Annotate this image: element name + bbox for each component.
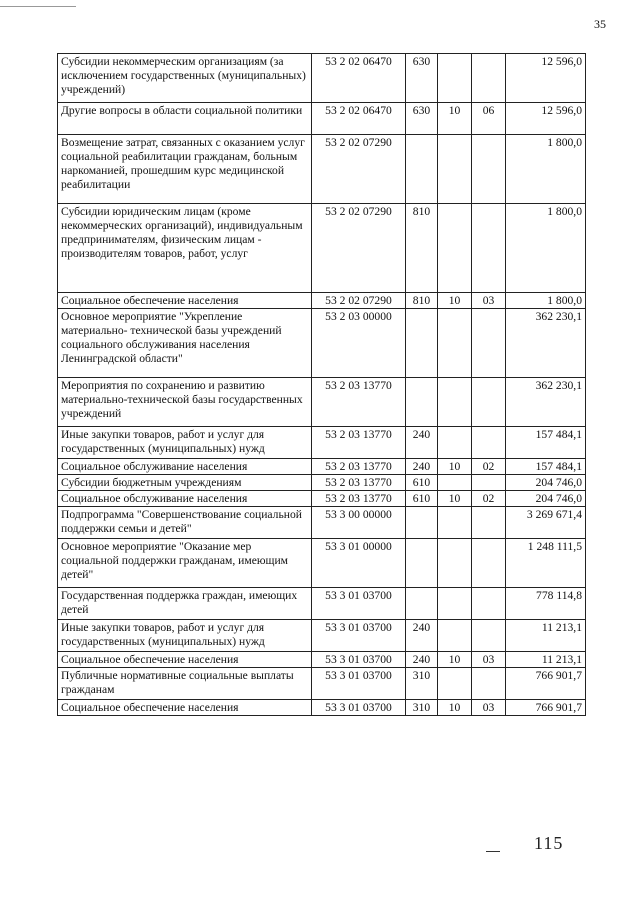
- row-section: 10: [438, 459, 472, 475]
- row-subsection: 02: [472, 491, 506, 507]
- row-subsection: [472, 668, 506, 700]
- row-section: [438, 507, 472, 539]
- table-row: [58, 491, 586, 507]
- row-amount: 157 484,1: [506, 459, 586, 475]
- row-target-code: 53 3 01 03700: [312, 700, 406, 716]
- table-row: [58, 54, 586, 103]
- row-name: Публичные нормативные социальные выплаты гражданам: [58, 668, 312, 700]
- row-expense-type: 810: [406, 204, 438, 293]
- row-target-code: 53 3 00 00000: [312, 507, 406, 539]
- row-section: [438, 620, 472, 652]
- row-name: Социальное обеспечение населения: [58, 700, 312, 716]
- row-expense-type: 240: [406, 427, 438, 459]
- row-target-code: 53 2 03 13770: [312, 459, 406, 475]
- table-row: [58, 668, 586, 700]
- row-name: Мероприятия по сохранению и развитию материально-технической базы государственных учреждений: [58, 378, 312, 427]
- row-section: 10: [438, 700, 472, 716]
- row-target-code: 53 3 01 00000: [312, 539, 406, 588]
- table-row: [58, 204, 586, 293]
- row-amount: 204 746,0: [506, 475, 586, 491]
- table-row: [58, 539, 586, 588]
- row-amount: 766 901,7: [506, 700, 586, 716]
- row-section: [438, 378, 472, 427]
- row-amount: 3 269 671,4: [506, 507, 586, 539]
- row-expense-type: 310: [406, 700, 438, 716]
- row-section: 10: [438, 652, 472, 668]
- row-expense-type: 610: [406, 475, 438, 491]
- row-amount: 362 230,1: [506, 378, 586, 427]
- row-subsection: 03: [472, 700, 506, 716]
- budget-table-body: [58, 54, 586, 716]
- row-amount: 11 213,1: [506, 652, 586, 668]
- row-amount: 766 901,7: [506, 668, 586, 700]
- table-row: [58, 588, 586, 620]
- row-name: Социальное обслуживание населения: [58, 459, 312, 475]
- row-subsection: [472, 378, 506, 427]
- row-amount: 362 230,1: [506, 309, 586, 378]
- row-name: Другие вопросы в области социальной политики: [58, 103, 312, 135]
- row-target-code: 53 3 01 03700: [312, 588, 406, 620]
- table-row: [58, 700, 586, 716]
- row-name: Субсидии юридическим лицам (кроме некоммерческих организаций), индивидуальным предпринимателям, физическим лицам - производителям товаров, работ, услуг: [58, 204, 312, 293]
- footer-dash: [486, 851, 500, 852]
- row-target-code: 53 2 02 07290: [312, 293, 406, 309]
- row-expense-type: [406, 309, 438, 378]
- row-section: 10: [438, 103, 472, 135]
- row-name: Социальное обеспечение населения: [58, 293, 312, 309]
- row-amount: 1 800,0: [506, 293, 586, 309]
- row-expense-type: 240: [406, 459, 438, 475]
- row-name: Субсидии некоммерческим организациям (за исключением государственных (муниципальных) учреждений): [58, 54, 312, 103]
- row-amount: 1 800,0: [506, 135, 586, 204]
- row-amount: 204 746,0: [506, 491, 586, 507]
- row-subsection: [472, 539, 506, 588]
- row-name: Иные закупки товаров, работ и услуг для государственных (муниципальных) нужд: [58, 620, 312, 652]
- row-section: [438, 588, 472, 620]
- row-subsection: 03: [472, 652, 506, 668]
- row-section: [438, 427, 472, 459]
- row-section: [438, 54, 472, 103]
- row-expense-type: 630: [406, 103, 438, 135]
- row-expense-type: 810: [406, 293, 438, 309]
- table-row: [58, 652, 586, 668]
- row-subsection: 03: [472, 293, 506, 309]
- row-subsection: 06: [472, 103, 506, 135]
- row-subsection: [472, 309, 506, 378]
- table-row: [58, 135, 586, 204]
- row-subsection: [472, 620, 506, 652]
- row-target-code: 53 3 01 03700: [312, 620, 406, 652]
- row-section: [438, 668, 472, 700]
- row-target-code: 53 2 02 07290: [312, 135, 406, 204]
- row-subsection: [472, 507, 506, 539]
- row-name: Субсидии бюджетным учреждениям: [58, 475, 312, 491]
- row-expense-type: 610: [406, 491, 438, 507]
- row-name: Подпрограмма "Совершенствование социальной поддержки семьи и детей": [58, 507, 312, 539]
- row-name: Основное мероприятие "Укрепление материально- технической базы учреждений социального обслуживания населения Ленинградской области": [58, 309, 312, 378]
- table-row: [58, 620, 586, 652]
- row-expense-type: 630: [406, 54, 438, 103]
- row-target-code: 53 2 03 13770: [312, 475, 406, 491]
- row-subsection: [472, 204, 506, 293]
- row-target-code: 53 2 03 00000: [312, 309, 406, 378]
- row-expense-type: [406, 135, 438, 204]
- table-row: [58, 309, 586, 378]
- table-row: [58, 293, 586, 309]
- row-section: 10: [438, 491, 472, 507]
- row-target-code: 53 2 02 06470: [312, 103, 406, 135]
- table-row: [58, 378, 586, 427]
- row-expense-type: 240: [406, 620, 438, 652]
- row-name: Социальное обеспечение населения: [58, 652, 312, 668]
- budget-table: [57, 53, 586, 716]
- row-subsection: 02: [472, 459, 506, 475]
- row-subsection: [472, 54, 506, 103]
- page-number: 35: [594, 17, 606, 31]
- row-expense-type: [406, 507, 438, 539]
- row-section: [438, 539, 472, 588]
- row-section: [438, 135, 472, 204]
- table-row: [58, 103, 586, 135]
- row-target-code: 53 2 03 13770: [312, 378, 406, 427]
- row-section: 10: [438, 293, 472, 309]
- row-amount: 1 800,0: [506, 204, 586, 293]
- row-section: [438, 475, 472, 491]
- row-subsection: [472, 475, 506, 491]
- row-expense-type: [406, 378, 438, 427]
- row-target-code: 53 2 03 13770: [312, 491, 406, 507]
- row-expense-type: [406, 539, 438, 588]
- table-row: [58, 475, 586, 491]
- table-row: [58, 507, 586, 539]
- row-target-code: 53 2 03 13770: [312, 427, 406, 459]
- row-amount: 11 213,1: [506, 620, 586, 652]
- row-target-code: 53 3 01 03700: [312, 668, 406, 700]
- table-row: [58, 427, 586, 459]
- row-subsection: [472, 588, 506, 620]
- row-amount: 1 248 111,5: [506, 539, 586, 588]
- row-amount: 778 114,8: [506, 588, 586, 620]
- row-name: Иные закупки товаров, работ и услуг для государственных (муниципальных) нужд: [58, 427, 312, 459]
- row-expense-type: 240: [406, 652, 438, 668]
- row-name: Возмещение затрат, связанных с оказанием услуг социальной реабилитации гражданам, больным наркоманией, прошедшим курс медицинской реабилитации: [58, 135, 312, 204]
- row-section: [438, 204, 472, 293]
- row-target-code: 53 2 02 06470: [312, 54, 406, 103]
- row-target-code: 53 3 01 03700: [312, 652, 406, 668]
- row-amount: 12 596,0: [506, 103, 586, 135]
- row-expense-type: [406, 588, 438, 620]
- row-amount: 157 484,1: [506, 427, 586, 459]
- row-name: Государственная поддержка граждан, имеющих детей: [58, 588, 312, 620]
- row-target-code: 53 2 02 07290: [312, 204, 406, 293]
- top-margin-line: [0, 6, 76, 7]
- footer-handwritten-number: 115: [534, 833, 564, 853]
- row-section: [438, 309, 472, 378]
- row-subsection: [472, 135, 506, 204]
- row-name: Социальное обслуживание населения: [58, 491, 312, 507]
- row-amount: 12 596,0: [506, 54, 586, 103]
- row-expense-type: 310: [406, 668, 438, 700]
- row-name: Основное мероприятие "Оказание мер социальной поддержки гражданам, имеющим детей": [58, 539, 312, 588]
- row-subsection: [472, 427, 506, 459]
- table-row: [58, 459, 586, 475]
